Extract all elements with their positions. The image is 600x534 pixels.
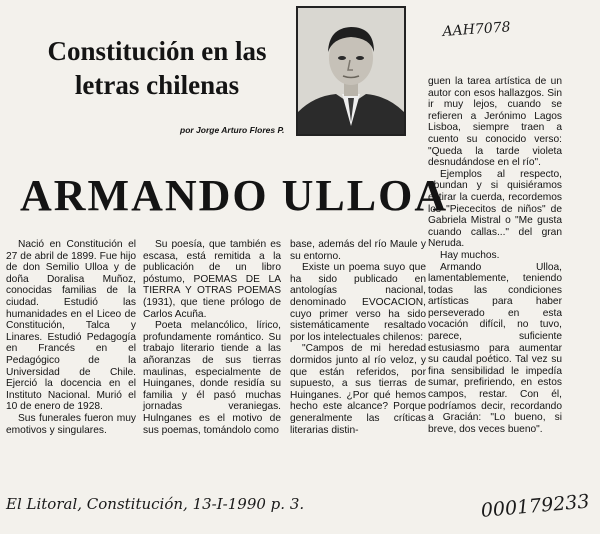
paragraph: Ejemplos al respecto, abundan y si quisiéramos estirar la cuerda, recordemos los "Piececitos de niños" de Gabriela Mistral o "Me gusta cuando callas..." del gran Neruda.: [428, 168, 562, 250]
article-byline: por Jorge Arturo Flores P.: [180, 125, 285, 135]
paragraph: "Campos de mi heredad dormidos junto al río veloz, y que están referidos, por supuesto, a sus tierras de Huinganes. ¿Por qué hemos hecho este alcance? Porque generalmente las críticas literarias distin-: [290, 343, 426, 436]
paragraph: Armando Ulloa, lamentablemente, teniendo todas las condiciones artísticas para haber perseverado en esta vocación difícil, no tuvo, parece, suficiente estusiasmo para aumentar su caudal poético. Tal vez su fina sensibilidad le impedía sumar, prefiriendo, en estos campos, restar. Con él, podríamos decir, recordando a Gracián: "Lo bueno, si breve, dos veces bueno".: [428, 261, 562, 435]
archive-number-handwritten: 000179233: [480, 490, 591, 522]
paragraph: Hay muchos.: [440, 249, 500, 261]
source-reference-handwritten: El Litoral, Constitución, 13-I-1990 p. 3.: [6, 495, 305, 513]
paragraph: base, además del río Maule y su entorno.: [290, 239, 426, 262]
text-column-1: [6, 239, 136, 436]
paragraph: Poeta melancólico, lírico, profundamente romántico. Su trabajo literario tiende a las añoranzas de sus tierras maulinas, especialmente de Huinganes, donde residía su familia y él pasó muchas jornadas veraniegas. Hulnganes es el motivo de sus poemas, tomándolo como: [143, 320, 281, 436]
author-portrait: [296, 6, 406, 136]
paragraph: Existe un poema suyo que ha sido publicado en antologías nacional, denominado EVOCACION, cuyo primer verso ha sido sistemáticamente resaltado por los intelectuales chilenos:: [290, 262, 426, 343]
paragraph: guen la tarea artística de un autor con esos hallazgos. Sin ir muy lejos, cuando se refieren a Jerónimo Lagos Lisboa, siempre traen a cuento su conocido verso: "Queda la tarde violeta desnudándose en el río".: [428, 76, 562, 169]
text-column-2: [143, 239, 281, 436]
paragraph: Sus funerales fueron muy emotivos y singulares.: [6, 412, 136, 436]
section-kicker: Constitución en las letras chilenas: [47, 36, 267, 100]
portrait-image: [298, 8, 404, 134]
paragraph: Nació en Constitución el 27 de abril de 1899. Fue hijo de don Semilio Ulloa y de doña Doralisa Muñoz, conocidas familias de la ciudad. Estudió las humanidades en el Liceo de Constitución, Talca y Linares. Estudió Pedagogía en Francés en el Pedagógico de la Universidad de Chile. Ejerció la docencia en el Instituto Nacional. Murió el 10 de enero de 1928.: [6, 239, 136, 413]
paragraph: Su poesía, que también es escasa, está remitida a la publicación de un libro póstumo, POEMAS DE LA TIERRA Y OTRAS POEMAS (1931), que tiene prólogo de Carlos Acuña.: [143, 239, 281, 320]
article-headline: ARMANDO ULLOA: [20, 171, 449, 220]
text-column-4: [428, 76, 562, 435]
text-column-3: [290, 239, 426, 436]
catalog-code-handwritten: AAH7078: [442, 19, 512, 40]
